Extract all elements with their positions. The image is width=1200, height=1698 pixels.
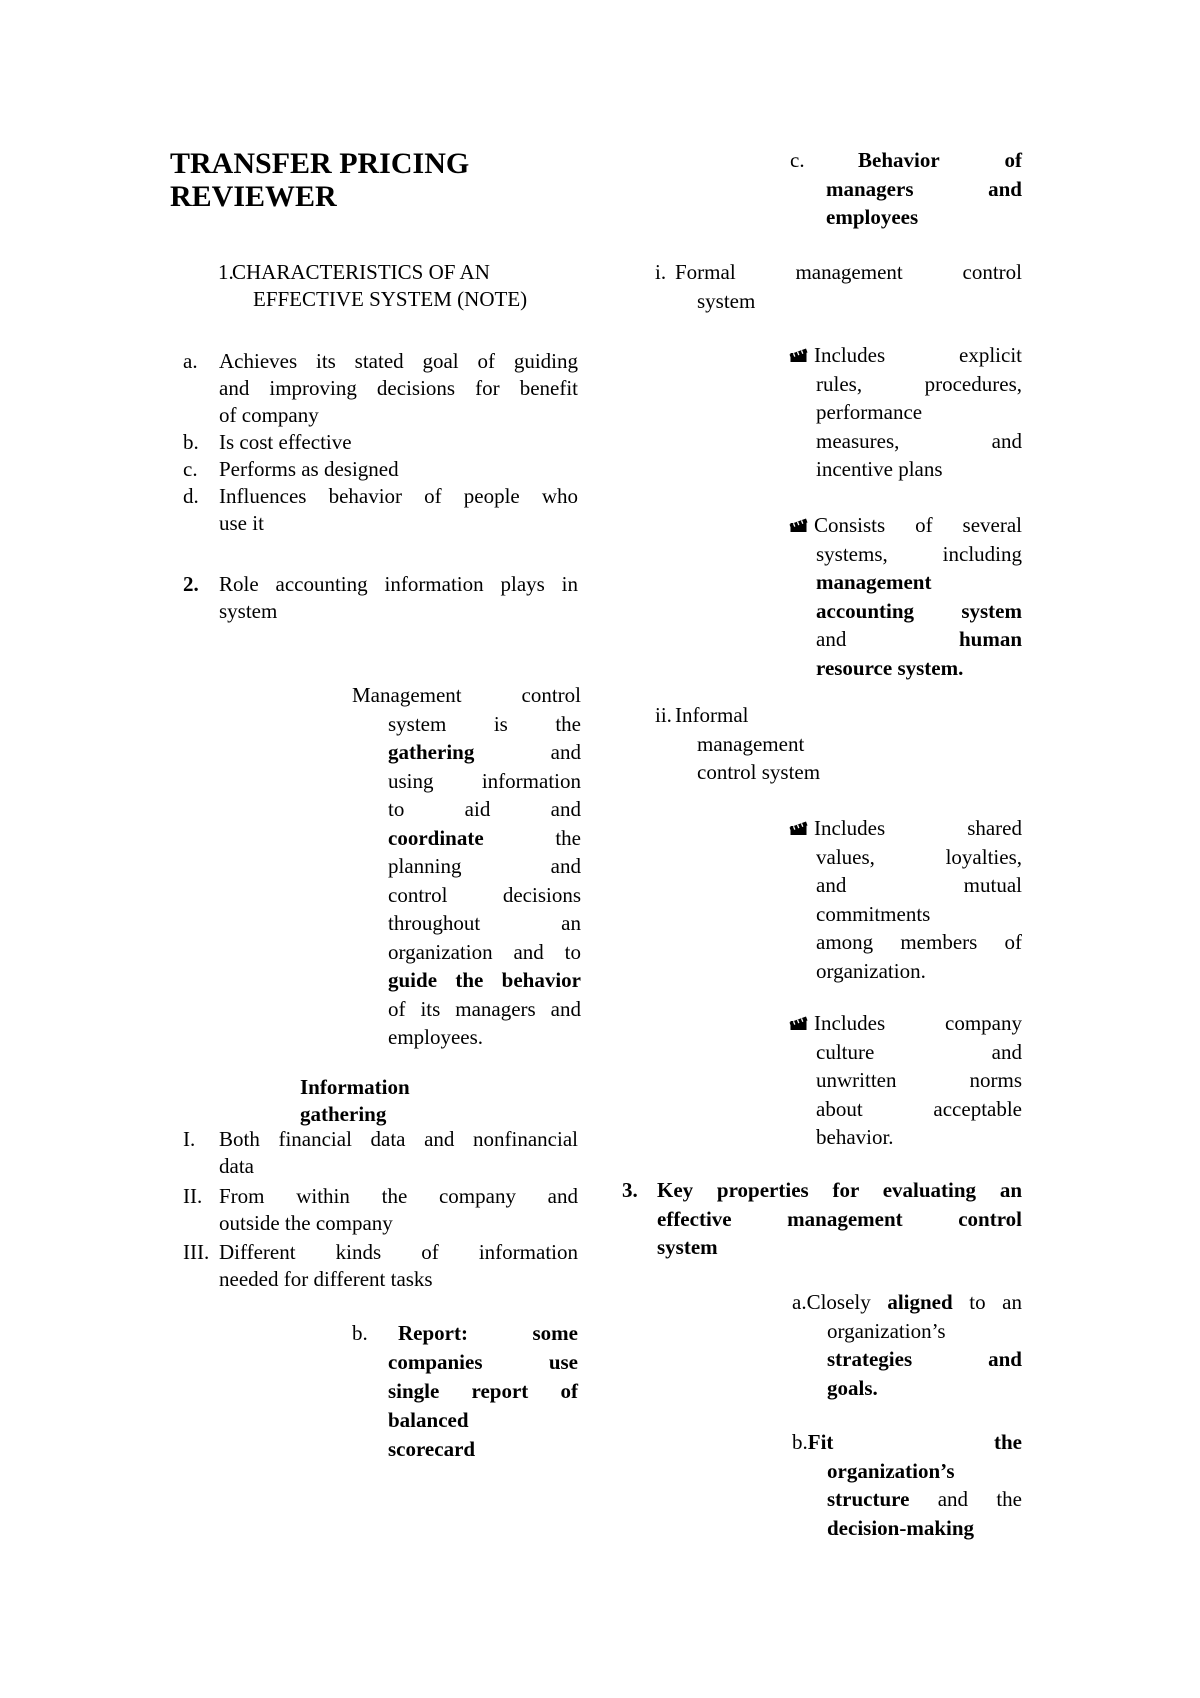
- bold-text-segment: gathering: [388, 740, 475, 764]
- text-line: [352, 1348, 578, 1377]
- text-line: [788, 843, 1022, 872]
- text-line: [788, 341, 1022, 370]
- text-segment: system: [697, 288, 756, 313]
- text-segment: b.: [792, 1430, 808, 1454]
- text-line: [352, 1319, 578, 1348]
- text-line: [788, 871, 1022, 900]
- list-item-d: [170, 483, 578, 537]
- text-segment: Includes shared: [814, 816, 1022, 840]
- list-item-c: [170, 456, 578, 483]
- text-line: [792, 1345, 1022, 1374]
- text-line: [788, 1066, 1022, 1095]
- text-line: [792, 1288, 1022, 1317]
- text-line: [352, 909, 581, 938]
- text-segment: to an: [952, 1290, 1022, 1314]
- text-segment: of company: [219, 403, 319, 427]
- list-marker: 1.: [218, 260, 234, 284]
- bold-text-segment: REVIEWER: [170, 180, 337, 213]
- text-line: [788, 900, 1022, 929]
- text-line: [352, 881, 581, 910]
- list-marker: c.: [183, 457, 198, 481]
- bold-text-segment: aligned: [887, 1290, 953, 1314]
- text-segment: and: [816, 627, 959, 651]
- text-line: [170, 1126, 578, 1153]
- text-line: [170, 147, 580, 180]
- text-line: [788, 1123, 1022, 1152]
- list-item-b: [170, 429, 578, 456]
- bold-text-segment: goals.: [827, 1375, 878, 1400]
- text-segment: among members of: [816, 930, 1022, 954]
- text-line: [788, 928, 1022, 957]
- text-segment: planning and: [388, 854, 581, 878]
- text-line: [788, 370, 1022, 399]
- text-line: [655, 701, 1022, 730]
- bold-text-segment: decision-making: [827, 1515, 975, 1540]
- text-segment: system is the: [388, 711, 581, 736]
- text-line: [170, 402, 578, 429]
- page-title: [170, 147, 580, 213]
- list-marker: ii.: [655, 703, 672, 727]
- text-line: [352, 738, 581, 767]
- text-segment: systems, including: [816, 541, 1022, 566]
- bold-text-segment: Fit the: [807, 1430, 1022, 1454]
- text-line: [352, 852, 581, 881]
- list-marker: i.: [655, 260, 667, 284]
- text-line: [788, 1095, 1022, 1124]
- bold-text-segment: TRANSFER PRICING: [170, 147, 470, 180]
- informal-bullet-1: [788, 814, 1022, 985]
- text-segment: Consists of several: [814, 513, 1022, 537]
- list-item-a: [170, 348, 578, 429]
- bold-text-segment: balanced: [388, 1408, 469, 1432]
- text-segment: system: [219, 599, 278, 623]
- text-segment: organization.: [816, 958, 926, 983]
- clapperboard-bullet-icon: [788, 345, 810, 364]
- bold-text-segment: management: [816, 570, 932, 594]
- bold-text-segment: coordinate: [388, 825, 484, 850]
- text-segment: of its managers and: [388, 996, 581, 1021]
- text-segment: to aid and: [388, 797, 581, 821]
- text-line: [655, 258, 1022, 287]
- clapperboard-bullet-icon: [788, 1013, 810, 1032]
- text-line: [170, 348, 578, 375]
- list-marker: b.: [352, 1321, 368, 1345]
- text-line: [352, 710, 581, 739]
- text-segment: control decisions: [388, 882, 581, 907]
- text-line: [788, 654, 1022, 683]
- aligned-list-item: [792, 1288, 1022, 1402]
- text-line: [170, 1183, 578, 1210]
- text-line: [792, 1428, 1022, 1457]
- text-segment: throughout an: [388, 911, 581, 935]
- section-2-item: [170, 571, 578, 625]
- text-line: [788, 597, 1022, 626]
- text-segment: Includes company: [814, 1011, 1022, 1035]
- text-line: [170, 1153, 578, 1180]
- text-line: [788, 1038, 1022, 1067]
- text-segment: and improving decisions for benefit: [219, 376, 578, 400]
- text-segment: control system: [697, 760, 821, 784]
- text-segment: outside the company: [219, 1211, 393, 1235]
- text-line: [622, 1176, 1022, 1205]
- bold-text-segment: accounting system: [816, 598, 1022, 623]
- bold-text-segment: structure: [827, 1487, 910, 1511]
- text-segment: Management control: [352, 683, 581, 707]
- text-segment: about acceptable: [816, 1096, 1022, 1121]
- bold-text-segment: effective management control: [657, 1206, 1022, 1231]
- text-segment: and mutual: [816, 873, 1022, 897]
- text-line: [170, 510, 578, 537]
- text-line: [788, 540, 1022, 569]
- text-segment: and: [474, 740, 581, 764]
- text-segment: commitments: [816, 901, 931, 926]
- text-segment: EFFECTIVE SYSTEM (NOTE): [253, 287, 528, 311]
- bold-text-segment: companies use: [388, 1350, 578, 1374]
- roman-list-item-3: [170, 1239, 578, 1293]
- text-segment: using information: [388, 768, 581, 793]
- text-line: [788, 1009, 1022, 1038]
- text-line: [170, 456, 578, 483]
- list-marker: c.: [790, 148, 805, 172]
- list-marker: b.: [183, 430, 199, 454]
- text-line: [788, 814, 1022, 843]
- text-segment: measures, and: [816, 428, 1022, 453]
- bold-text-segment: Key properties for evaluating an: [657, 1178, 1022, 1202]
- text-line: [352, 681, 581, 710]
- text-line: [788, 398, 1022, 427]
- clapperboard-bullet-icon: [788, 818, 810, 837]
- informal-system-item: [655, 701, 1022, 787]
- text-line: [792, 1514, 1022, 1543]
- list-marker: a.: [183, 349, 198, 373]
- bold-text-segment: resource system.: [816, 655, 964, 680]
- text-line: [170, 598, 578, 625]
- list-marker: III.: [183, 1240, 210, 1264]
- text-line: [788, 427, 1022, 456]
- text-line: [352, 995, 581, 1024]
- management-control-paragraph: [352, 681, 581, 1052]
- text-line: [352, 966, 581, 995]
- text-line: [788, 957, 1022, 986]
- bold-text-segment: employees: [826, 205, 919, 229]
- text-segment: management: [697, 731, 805, 756]
- text-segment: From within the company and: [219, 1184, 578, 1208]
- text-segment: Different kinds of information: [219, 1240, 578, 1264]
- roman-list-item-2: [170, 1183, 578, 1237]
- text-line: [792, 1485, 1022, 1514]
- list-marker: 2.: [183, 572, 199, 596]
- text-segment: incentive plans: [816, 457, 943, 481]
- text-line: [622, 1233, 1022, 1262]
- bold-text-segment: Information: [300, 1075, 410, 1099]
- formal-bullet-2: [788, 511, 1022, 682]
- text-line: [300, 1101, 550, 1128]
- list-marker: II.: [183, 1184, 203, 1208]
- section-1-heading: [170, 259, 580, 313]
- text-segment: unwritten norms: [816, 1068, 1022, 1092]
- text-segment: the: [483, 825, 581, 850]
- text-segment: performance: [816, 400, 923, 424]
- text-line: [352, 824, 581, 853]
- text-line: [352, 767, 581, 796]
- text-segment: organization’s: [827, 1318, 946, 1343]
- bold-text-segment: Report: some: [398, 1321, 578, 1345]
- report-list-item: [352, 1319, 578, 1464]
- left-column: [170, 0, 580, 1698]
- text-line: [170, 1266, 578, 1293]
- text-line: [352, 1406, 578, 1435]
- text-segment: Achieves its stated goal of guiding: [219, 349, 578, 373]
- clapperboard-bullet-icon: [788, 515, 810, 534]
- bold-text-segment: Behavior of: [858, 148, 1022, 172]
- list-marker: I.: [183, 1127, 196, 1151]
- information-gathering-heading: [300, 1074, 550, 1128]
- bold-text-segment: organization’s: [827, 1458, 955, 1483]
- text-segment: Formal management control: [675, 260, 1022, 284]
- text-segment: Informal: [675, 703, 749, 727]
- text-line: [788, 568, 1022, 597]
- bold-text-segment: gathering: [300, 1102, 387, 1126]
- text-segment: and the: [909, 1487, 1022, 1511]
- text-line: [352, 1023, 581, 1052]
- text-segment: Is cost effective: [219, 430, 352, 454]
- text-line: [170, 1239, 578, 1266]
- bold-text-segment: strategies and: [827, 1347, 1022, 1371]
- text-line: [788, 455, 1022, 484]
- text-segment: culture and: [816, 1039, 1022, 1064]
- text-line: [622, 1205, 1022, 1234]
- text-line: [790, 175, 1022, 204]
- text-segment: Performs as designed: [219, 457, 399, 481]
- text-segment: Role accounting information plays in: [219, 572, 578, 596]
- roman-list-item-1: [170, 1126, 578, 1180]
- text-line: [170, 429, 578, 456]
- right-column: [610, 0, 1035, 1698]
- text-segment: data: [219, 1154, 254, 1178]
- text-line: [352, 1377, 578, 1406]
- text-segment: Influences behavior of people who: [219, 484, 578, 508]
- text-line: [788, 625, 1022, 654]
- text-segment: organization and to: [388, 939, 581, 964]
- fit-list-item: [792, 1428, 1022, 1542]
- text-line: [352, 795, 581, 824]
- text-line: [655, 730, 1022, 759]
- text-segment: use it: [219, 511, 264, 535]
- bold-text-segment: guide the behavior: [388, 968, 581, 992]
- text-line: [352, 938, 581, 967]
- text-line: [352, 1435, 578, 1464]
- bold-text-segment: managers and: [826, 176, 1022, 201]
- text-line: [788, 511, 1022, 540]
- text-line: [792, 1317, 1022, 1346]
- formal-system-item: [655, 258, 1022, 315]
- text-segment: Includes explicit: [814, 343, 1022, 367]
- text-line: [790, 203, 1022, 232]
- text-segment: behavior.: [816, 1125, 894, 1149]
- formal-bullet-1: [788, 341, 1022, 484]
- text-segment: employees.: [388, 1025, 484, 1049]
- text-line: [790, 146, 1022, 175]
- text-line: [792, 1374, 1022, 1403]
- bold-text-segment: single report of: [388, 1379, 578, 1403]
- text-segment: a.Closely: [792, 1290, 888, 1314]
- text-line: [300, 1074, 550, 1101]
- bold-text-segment: human: [958, 627, 1022, 651]
- text-line: [792, 1457, 1022, 1486]
- text-line: [170, 286, 580, 313]
- text-segment: Both financial data and nonfinancial: [219, 1127, 578, 1151]
- list-marker: 3.: [622, 1178, 638, 1202]
- list-marker: d.: [183, 484, 199, 508]
- text-segment: rules, procedures,: [816, 371, 1022, 396]
- text-line: [170, 483, 578, 510]
- text-line: [170, 375, 578, 402]
- text-segment: needed for different tasks: [219, 1267, 433, 1291]
- text-line: [170, 571, 578, 598]
- text-line: [655, 758, 1022, 787]
- bold-text-segment: scorecard: [388, 1437, 476, 1461]
- text-segment: values, loyalties,: [816, 844, 1022, 869]
- bold-text-segment: system: [657, 1235, 718, 1259]
- text-line: [170, 180, 580, 213]
- text-line: [170, 1210, 578, 1237]
- behavior-list-item: [790, 146, 1022, 232]
- text-line: [655, 287, 1022, 316]
- informal-bullet-2: [788, 1009, 1022, 1152]
- text-segment: CHARACTERISTICS OF AN: [232, 260, 490, 284]
- section-3-heading: [622, 1176, 1022, 1262]
